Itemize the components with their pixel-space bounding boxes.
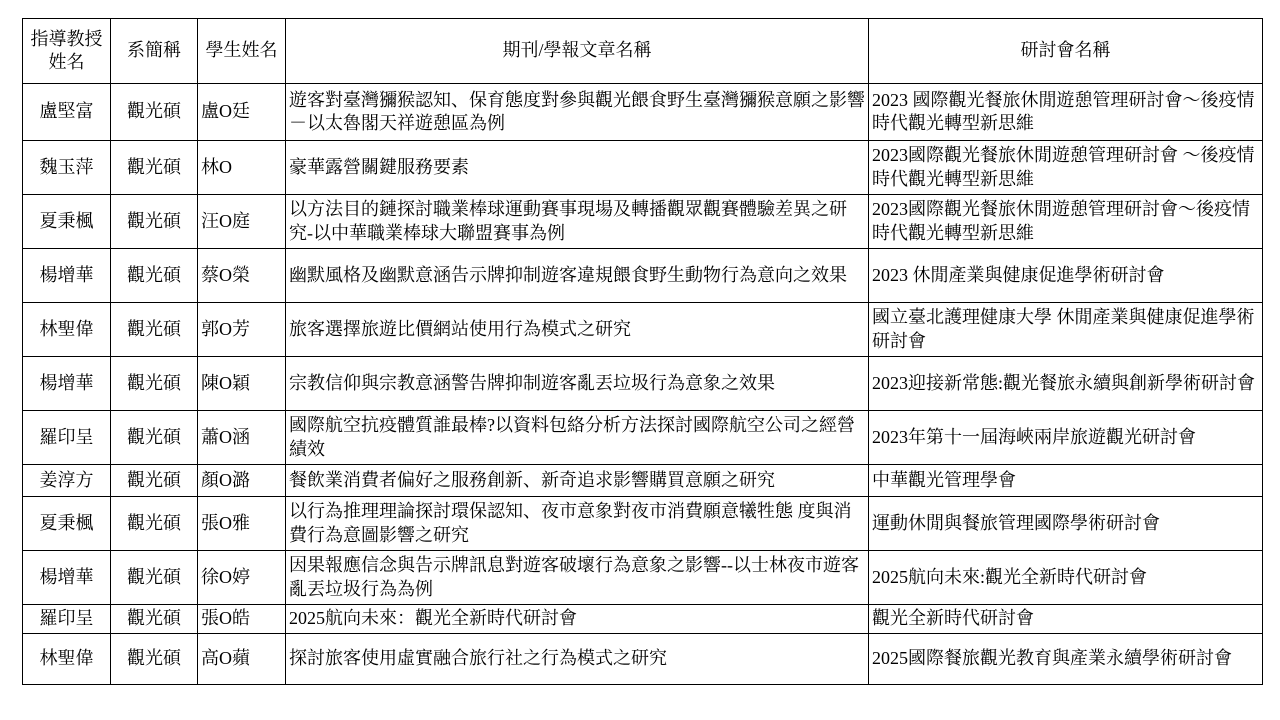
conference-cell: 2023國際觀光餐旅休閒遊憩管理研討會～後疫情時代觀光轉型新思維 [869, 195, 1263, 249]
article-cell: 以方法目的鏈探討職業棒球運動賽事現場及轉播觀眾觀賽體驗差異之研究-以中華職業棒球大聯盟賽事為例 [286, 195, 869, 249]
header-student: 學生姓名 [198, 19, 286, 84]
student-cell: 蕭O涵 [198, 411, 286, 465]
table-row [23, 411, 1263, 465]
table-row [23, 84, 1263, 141]
student-cell: 郭O芳 [198, 303, 286, 357]
student-cell: 汪O庭 [198, 195, 286, 249]
advisor-cell: 夏秉楓 [23, 195, 111, 249]
dept-cell: 觀光碩 [111, 605, 198, 634]
advisor-cell: 楊增華 [23, 551, 111, 605]
advisor-cell: 盧堅富 [23, 84, 111, 141]
table-row [23, 465, 1263, 497]
dept-cell: 觀光碩 [111, 465, 198, 497]
dept-cell: 觀光碩 [111, 195, 198, 249]
header-article: 期刊/學報文章名稱 [286, 19, 869, 84]
article-cell: 旅客選擇旅遊比價網站使用行為模式之研究 [286, 303, 869, 357]
conference-cell: 國立臺北護理健康大學 休閒產業與健康促進學術研討會 [869, 303, 1263, 357]
student-cell: 張O雅 [198, 497, 286, 551]
conference-cell: 2023年第十一屆海峽兩岸旅遊觀光研討會 [869, 411, 1263, 465]
student-cell: 張O皓 [198, 605, 286, 634]
table-row [23, 195, 1263, 249]
article-cell: 宗教信仰與宗教意涵警告牌抑制遊客亂丟垃圾行為意象之效果 [286, 357, 869, 411]
student-cell: 蔡O榮 [198, 249, 286, 303]
conference-cell: 運動休閒與餐旅管理國際學術研討會 [869, 497, 1263, 551]
student-cell: 林O [198, 141, 286, 195]
dept-cell: 觀光碩 [111, 634, 198, 685]
header-dept: 系簡稱 [111, 19, 198, 84]
conference-cell: 2023 休閒產業與健康促進學術研討會 [869, 249, 1263, 303]
header-conference: 研討會名稱 [869, 19, 1263, 84]
advisor-cell: 林聖偉 [23, 303, 111, 357]
dept-cell: 觀光碩 [111, 84, 198, 141]
article-cell: 國際航空抗疫體質誰最棒?以資料包絡分析方法探討國際航空公司之經營績效 [286, 411, 869, 465]
student-cell: 陳O穎 [198, 357, 286, 411]
advisor-cell: 魏玉萍 [23, 141, 111, 195]
conference-cell: 2023國際觀光餐旅休閒遊憩管理研討會 ～後疫情時代觀光轉型新思維 [869, 141, 1263, 195]
header-advisor: 指導教授姓名 [23, 19, 111, 84]
conference-cell: 2025航向未來:觀光全新時代研討會 [869, 551, 1263, 605]
student-cell: 徐O婷 [198, 551, 286, 605]
dept-cell: 觀光碩 [111, 551, 198, 605]
dept-cell: 觀光碩 [111, 497, 198, 551]
dept-cell: 觀光碩 [111, 249, 198, 303]
advisor-cell: 夏秉楓 [23, 497, 111, 551]
conference-cell: 2023 國際觀光餐旅休閒遊憩管理研討會～後疫情時代觀光轉型新思維 [869, 84, 1263, 141]
conference-cell: 中華觀光管理學會 [869, 465, 1263, 497]
table-row [23, 634, 1263, 685]
student-cell: 盧O廷 [198, 84, 286, 141]
advisor-cell: 姜淳方 [23, 465, 111, 497]
publications-table [22, 18, 1263, 685]
table-row [23, 249, 1263, 303]
advisor-cell: 羅印呈 [23, 605, 111, 634]
article-cell: 以行為推理理論探討環保認知、夜市意象對夜市消費願意犧牲態 度與消費行為意圖影響之研究 [286, 497, 869, 551]
advisor-cell: 楊增華 [23, 249, 111, 303]
dept-cell: 觀光碩 [111, 303, 198, 357]
table-row [23, 303, 1263, 357]
conference-cell: 觀光全新時代研討會 [869, 605, 1263, 634]
table-row [23, 551, 1263, 605]
article-cell: 豪華露營關鍵服務要素 [286, 141, 869, 195]
table-row [23, 497, 1263, 551]
table-row [23, 605, 1263, 634]
conference-cell: 2025國際餐旅觀光教育與產業永續學術研討會 [869, 634, 1263, 685]
table-row [23, 141, 1263, 195]
table-row [23, 357, 1263, 411]
article-cell: 遊客對臺灣獼猴認知、保育態度對參與觀光餵食野生臺灣獼猴意願之影響－以太魯閣天祥遊憩區為例 [286, 84, 869, 141]
conference-cell: 2023迎接新常態:觀光餐旅永續與創新學術研討會 [869, 357, 1263, 411]
dept-cell: 觀光碩 [111, 357, 198, 411]
student-cell: 顏O潞 [198, 465, 286, 497]
dept-cell: 觀光碩 [111, 141, 198, 195]
student-cell: 高O蘋 [198, 634, 286, 685]
article-cell: 餐飲業消費者偏好之服務創新、新奇追求影響購買意願之研究 [286, 465, 869, 497]
article-cell: 幽默風格及幽默意涵告示牌抑制遊客違規餵食野生動物行為意向之效果 [286, 249, 869, 303]
article-cell: 探討旅客使用虛實融合旅行社之行為模式之研究 [286, 634, 869, 685]
advisor-cell: 楊增華 [23, 357, 111, 411]
article-cell: 2025航向未來：觀光全新時代研討會 [286, 605, 869, 634]
advisor-cell: 林聖偉 [23, 634, 111, 685]
dept-cell: 觀光碩 [111, 411, 198, 465]
article-cell: 因果報應信念與告示牌訊息對遊客破壞行為意象之影響--以士林夜市遊客亂丟垃圾行為為例 [286, 551, 869, 605]
advisor-cell: 羅印呈 [23, 411, 111, 465]
table-header-row [23, 19, 1263, 84]
